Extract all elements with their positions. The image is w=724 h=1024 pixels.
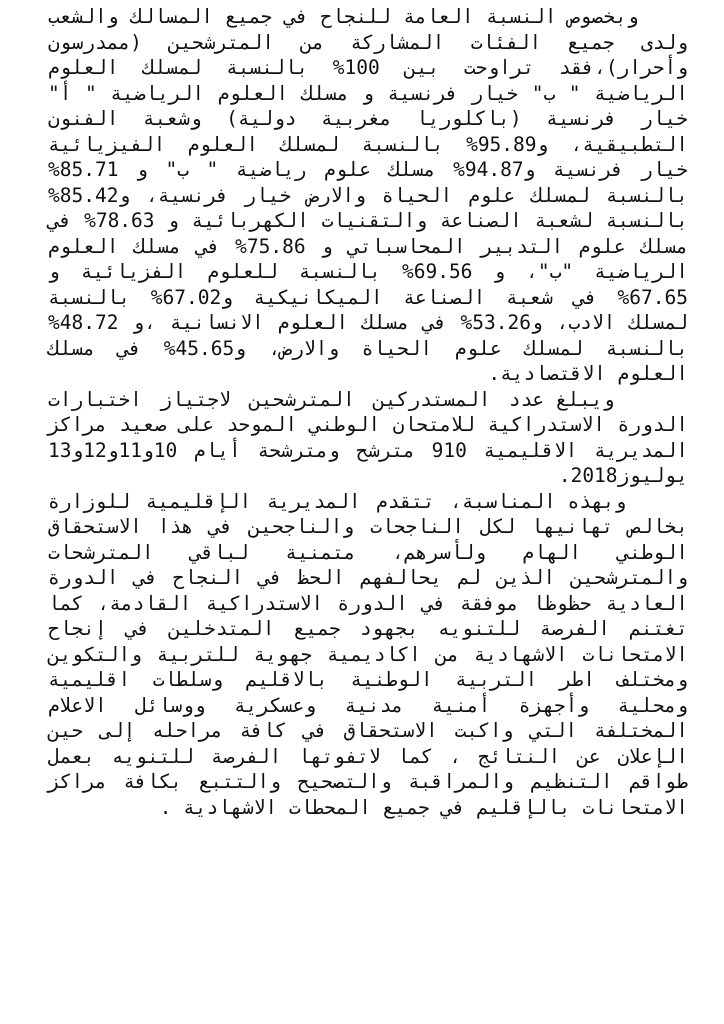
paragraph-pass-rates: وبخصوص النسبة العامة للنجاح في جميع المسالك والشعب ولدى جميع الفئات المشاركة من المترشحين (ممدرسون وأحرار)،فقد تراوحت بين 100% بالنسبة لمسلك العلوم الرياضية " ب" خيار فرنسية و مسلك العلوم الرياضية " أ" خيار فرنسية (باكلوريا مغربية دولية) وشعبة الفنون التطبيقية، و95.89% بالنسبة لمسلك العلوم الفيزيائية خيار فرنسية و94.87% مسلك علوم رياضية " ب" و 85.71% بالنسبة لمسلك علوم الحياة والارض خيار فرنسية، و85.42% بالنسبة لشعبة الصناعة والتقنيات الكهربائية و 78.63% في مسلك علوم التدبير المحاسباتي و 75.86% في مسلك العلوم الرياضية "ب"، و 69.56% بالنسبة للعلوم الفزيائية و 67.65% في شعبة الصناعة الميكانيكية و67.02% بالنسبة لمسلك الادب، و53.26% في مسلك العلوم الانسانية ،و 48.72% بالنسبة لمسلك علوم الحياة والارض، و45.65% في مسلك العلوم الاقتصادية.	[36, 5, 689, 385]
document-body	[36, 4, 689, 820]
paragraph-makeup-session: ويبلغ عدد المستدركين المترشحين لاجتياز اختبارات الدورة الاستدراكية للامتحان الوطني الموحد على صعيد مراكز المديرية الاقليمية 910 مترشح ومترشحة أيام 10و11و12و13 يوليوز2018.	[36, 387, 688, 487]
paragraph-congratulations: وبهذه المناسبة، تتقدم المديرية الإقليمية للوزارة بخالص تهانيها لكل الناجحات والناجحين في هذا الاستحقاق الوطني الهام ولأسرهم، متمنية لباقي المترشحات والمترشحين الذين لم يحالفهم الحظ في النجاح في الدورة العادية حظوظا موفقة في الدورة الاستدراكية القادمة، كما تغتنم الفرصة للتنويه بجهود جميع المتدخلين في إنجاح الامتحانات الاشهادية من اكاديمية جهوية للتربية والتكوين ومختلف اطر التربية الوطنية بالاقليم وسلطات اقليمية ومحلية وأجهزة أمنية مدنية وعسكرية ووسائل الاعلام المختلفة التي واكبت الاستحقاق في كافة مراحله إلى حين الإعلان عن النتائج ، كما لاتفوتها الفرصة للتنويه بعمل طواقم التنظيم والمراقبة والتصحيح والتتبع بكافة مراكز الامتحانات بالإقليم في جميع المحطات الاشهادية .	[36, 489, 688, 819]
